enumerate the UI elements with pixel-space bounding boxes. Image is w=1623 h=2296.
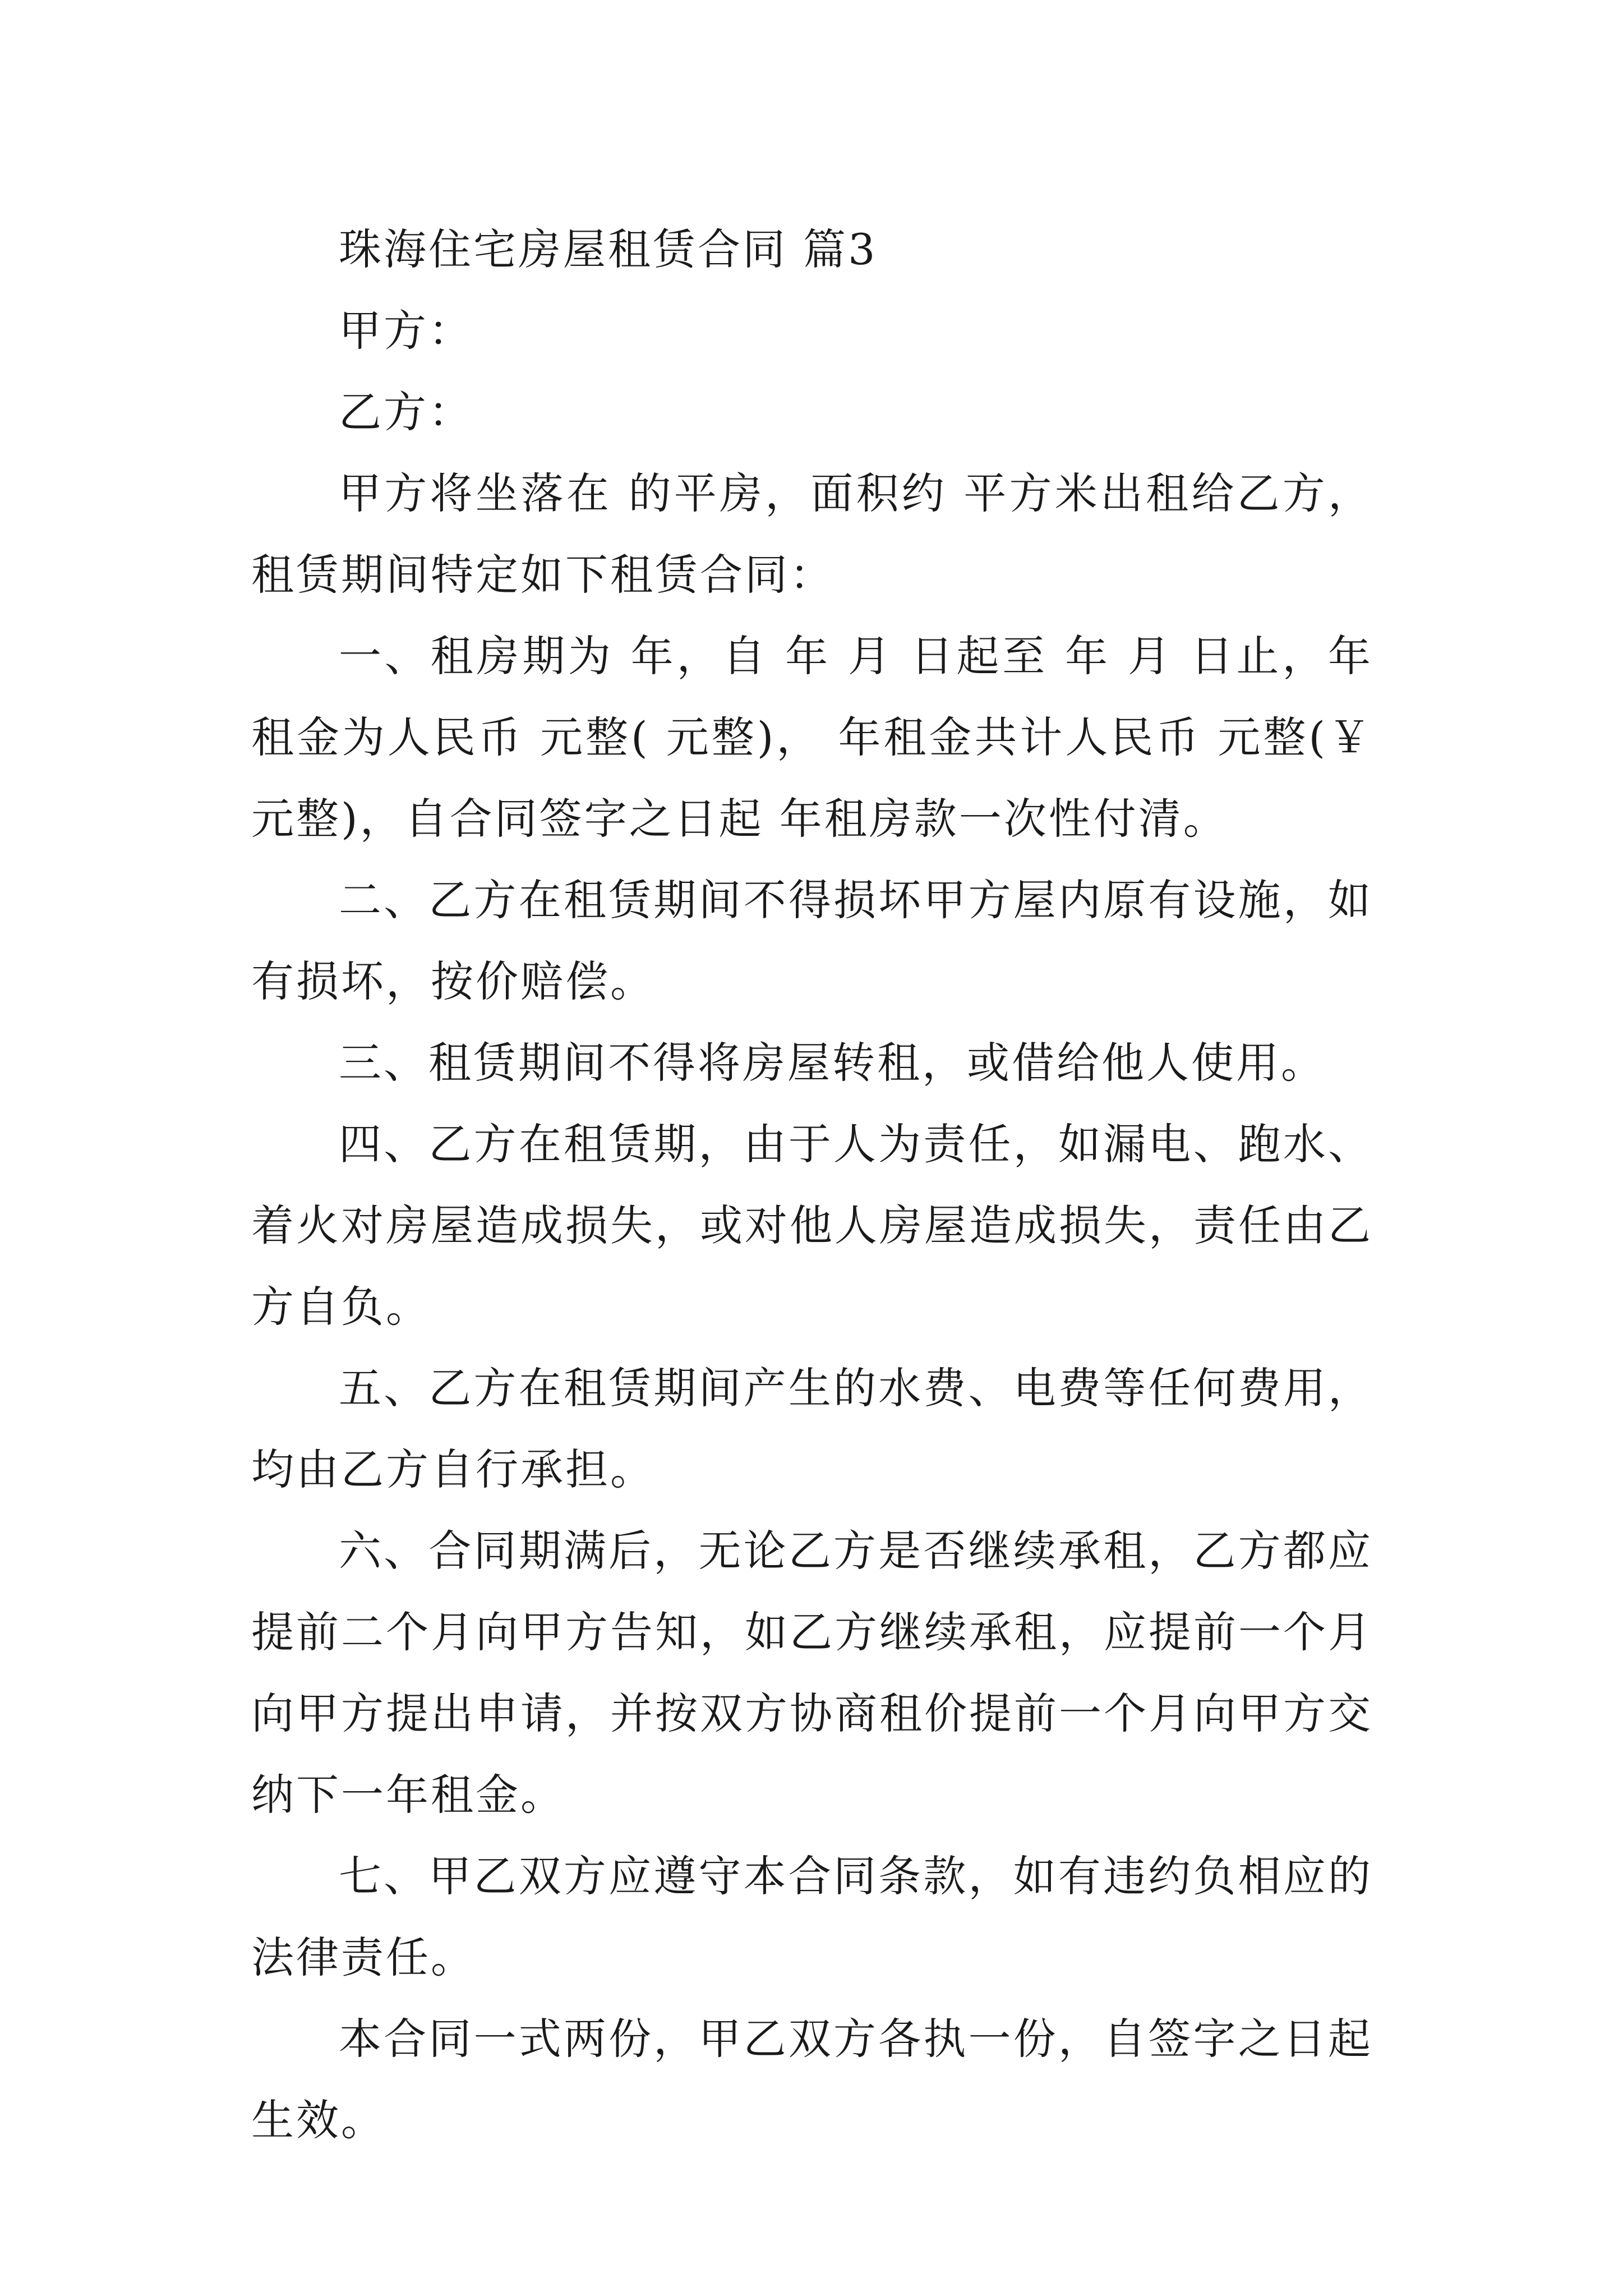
- party-a-line: 甲方：: [339, 306, 473, 356]
- clause-6: 六、合同期满后，无论乙方是否继续承租，乙方都应提前二个月向甲方告知，如乙方继续承租，应提前一个月向甲方提出申请，并按双方协商租价提前一个月向甲方交纳下一年租金。: [251, 1526, 1373, 1820]
- clause-1: 一、租房期为 年，自 年 月 日起至 年 月 日止，年租金为人民币 元整( 元整)， 年租金共计人民币 元整(￥ 元整)，自合同签字之日起 年租房款一次性付清。: [251, 631, 1373, 844]
- contract-body: [251, 209, 1373, 2161]
- clause-4: 四、乙方在租赁期，由于人为责任，如漏电、跑水、着火对房屋造成损失，或对他人房屋造成损失，责任由乙方自负。: [251, 1119, 1373, 1332]
- closing-paragraph: 本合同一式两份，甲乙双方各执一份，自签字之日起生效。: [251, 2014, 1373, 2145]
- paragraph-intro: 甲方将坐落在 的平房，面积约 平方米出租给乙方，租赁期间特定如下租赁合同：: [251, 468, 1373, 600]
- clause-3: 三、租赁期间不得将房屋转租，或借给他人使用。: [339, 1038, 1326, 1088]
- clause-2: 二、乙方在租赁期间不得损坏甲方屋内原有设施，如有损坏，按价赔偿。: [251, 875, 1373, 1006]
- document-title: 珠海住宅房屋租赁合同 篇3: [339, 224, 878, 274]
- clause-7: 七、甲乙双方应遵守本合同条款，如有违约负相应的法律责任。: [251, 1851, 1373, 1982]
- clause-5: 五、乙方在租赁期间产生的水费、电费等任何费用，均由乙方自行承担。: [251, 1363, 1373, 1494]
- party-b-line: 乙方：: [339, 387, 473, 437]
